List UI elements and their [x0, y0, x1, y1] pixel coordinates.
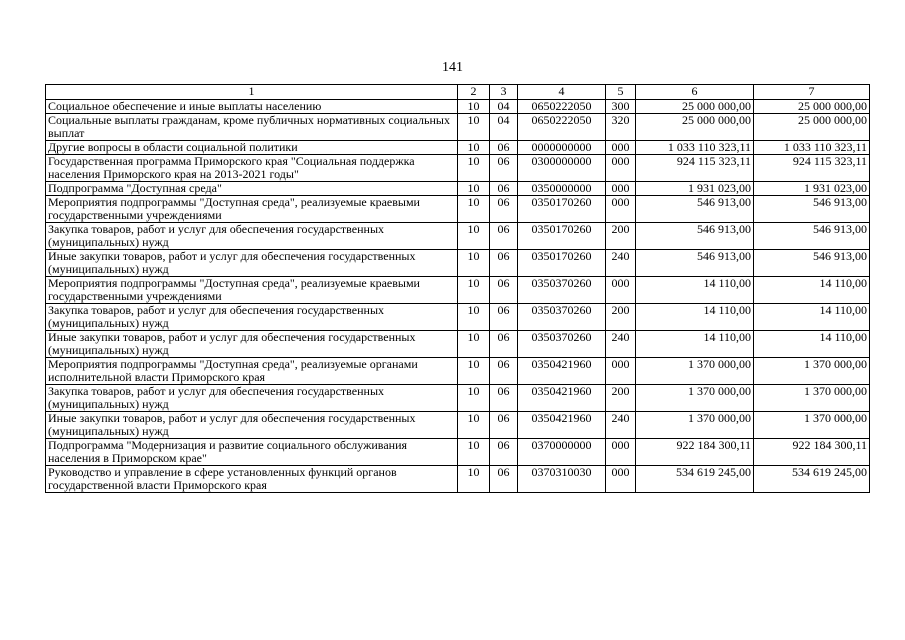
row-target-code: 0000000000: [518, 141, 606, 155]
row-name: Закупка товаров, работ и услуг для обеспечения государственных (муниципальных) нужд: [46, 223, 458, 250]
row-name: Подпрограмма "Доступная среда": [46, 182, 458, 196]
row-name: Иные закупки товаров, работ и услуг для обеспечения государственных (муниципальных) нужд: [46, 250, 458, 277]
page-number: 141: [442, 60, 463, 75]
row-amount-col7: 534 619 245,00: [754, 466, 870, 493]
row-amount-col6: 546 913,00: [636, 223, 754, 250]
row-name: Иные закупки товаров, работ и услуг для обеспечения государственных (муниципальных) нужд: [46, 331, 458, 358]
row-amount-col7: 14 110,00: [754, 304, 870, 331]
row-target-code: 0350421960: [518, 412, 606, 439]
row-expense-type-code: 000: [606, 277, 636, 304]
row-expense-type-code: 200: [606, 304, 636, 331]
table-row: [46, 331, 870, 358]
row-subsection-code: 06: [490, 304, 518, 331]
table-row: [46, 182, 870, 196]
row-amount-col6: 25 000 000,00: [636, 100, 754, 114]
row-name: Социальные выплаты гражданам, кроме публичных нормативных социальных выплат: [46, 114, 458, 141]
row-subsection-code: 06: [490, 141, 518, 155]
table-row: [46, 155, 870, 182]
row-section-code: 10: [458, 196, 490, 223]
row-amount-col6: 922 184 300,11: [636, 439, 754, 466]
table-row: [46, 196, 870, 223]
row-amount-col6: 1 370 000,00: [636, 385, 754, 412]
row-section-code: 10: [458, 250, 490, 277]
row-amount-col7: 1 370 000,00: [754, 412, 870, 439]
row-subsection-code: 06: [490, 196, 518, 223]
row-expense-type-code: 000: [606, 155, 636, 182]
row-amount-col6: 1 370 000,00: [636, 412, 754, 439]
row-expense-type-code: 320: [606, 114, 636, 141]
row-name: Мероприятия подпрограммы "Доступная среда", реализуемые органами исполнительной власти Приморского края: [46, 358, 458, 385]
row-amount-col7: 546 913,00: [754, 250, 870, 277]
row-subsection-code: 04: [490, 114, 518, 141]
row-subsection-code: 06: [490, 182, 518, 196]
column-header: 3: [490, 85, 518, 100]
table-row: [46, 223, 870, 250]
row-target-code: 0650222050: [518, 100, 606, 114]
table-row: [46, 385, 870, 412]
column-header: 1: [46, 85, 458, 100]
row-section-code: 10: [458, 412, 490, 439]
row-amount-col6: 14 110,00: [636, 304, 754, 331]
row-expense-type-code: 000: [606, 141, 636, 155]
row-expense-type-code: 240: [606, 331, 636, 358]
row-amount-col6: 1 931 023,00: [636, 182, 754, 196]
row-name: Иные закупки товаров, работ и услуг для обеспечения государственных (муниципальных) нужд: [46, 412, 458, 439]
budget-table: [45, 84, 870, 493]
row-section-code: 10: [458, 155, 490, 182]
row-target-code: 0300000000: [518, 155, 606, 182]
column-header: 7: [754, 85, 870, 100]
row-name: Государственная программа Приморского края "Социальная поддержка населения Приморского края на 2013-2021 годы": [46, 155, 458, 182]
row-subsection-code: 06: [490, 250, 518, 277]
row-amount-col7: 1 370 000,00: [754, 385, 870, 412]
row-section-code: 10: [458, 385, 490, 412]
row-target-code: 0350170260: [518, 196, 606, 223]
row-name: Социальное обеспечение и иные выплаты населению: [46, 100, 458, 114]
row-target-code: 0350000000: [518, 182, 606, 196]
row-name: Другие вопросы в области социальной политики: [46, 141, 458, 155]
row-name: Мероприятия подпрограммы "Доступная среда", реализуемые краевыми государственными учреждениями: [46, 277, 458, 304]
row-section-code: 10: [458, 304, 490, 331]
column-header: 5: [606, 85, 636, 100]
row-subsection-code: 06: [490, 223, 518, 250]
table-row: [46, 466, 870, 493]
row-amount-col7: 1 033 110 323,11: [754, 141, 870, 155]
row-amount-col7: 25 000 000,00: [754, 100, 870, 114]
row-name: Мероприятия подпрограммы "Доступная среда", реализуемые краевыми государственными учреждениями: [46, 196, 458, 223]
row-target-code: 0370000000: [518, 439, 606, 466]
row-amount-col6: 25 000 000,00: [636, 114, 754, 141]
row-name: Закупка товаров, работ и услуг для обеспечения государственных (муниципальных) нужд: [46, 304, 458, 331]
row-subsection-code: 06: [490, 439, 518, 466]
row-target-code: 0350170260: [518, 223, 606, 250]
table-row: [46, 100, 870, 114]
row-subsection-code: 04: [490, 100, 518, 114]
row-amount-col6: 1 033 110 323,11: [636, 141, 754, 155]
row-amount-col6: 546 913,00: [636, 250, 754, 277]
row-amount-col7: 25 000 000,00: [754, 114, 870, 141]
row-expense-type-code: 200: [606, 223, 636, 250]
row-section-code: 10: [458, 466, 490, 493]
row-amount-col6: 924 115 323,11: [636, 155, 754, 182]
row-amount-col6: 546 913,00: [636, 196, 754, 223]
row-section-code: 10: [458, 100, 490, 114]
row-subsection-code: 06: [490, 277, 518, 304]
row-target-code: 0370310030: [518, 466, 606, 493]
row-expense-type-code: 200: [606, 385, 636, 412]
row-amount-col7: 546 913,00: [754, 223, 870, 250]
row-amount-col7: 924 115 323,11: [754, 155, 870, 182]
table-row: [46, 304, 870, 331]
row-section-code: 10: [458, 182, 490, 196]
row-name: Закупка товаров, работ и услуг для обеспечения государственных (муниципальных) нужд: [46, 385, 458, 412]
row-amount-col7: 14 110,00: [754, 331, 870, 358]
row-section-code: 10: [458, 439, 490, 466]
row-subsection-code: 06: [490, 331, 518, 358]
row-subsection-code: 06: [490, 385, 518, 412]
row-amount-col7: 922 184 300,11: [754, 439, 870, 466]
row-target-code: 0350421960: [518, 358, 606, 385]
row-section-code: 10: [458, 358, 490, 385]
table-row: [46, 277, 870, 304]
row-expense-type-code: 240: [606, 250, 636, 277]
row-target-code: 0350370260: [518, 277, 606, 304]
column-header: 2: [458, 85, 490, 100]
row-expense-type-code: 000: [606, 439, 636, 466]
row-section-code: 10: [458, 331, 490, 358]
table-row: [46, 250, 870, 277]
row-section-code: 10: [458, 223, 490, 250]
row-amount-col6: 14 110,00: [636, 277, 754, 304]
row-name: Подпрограмма "Модернизация и развитие социального обслуживания населения в Приморском крае": [46, 439, 458, 466]
row-subsection-code: 06: [490, 358, 518, 385]
row-target-code: 0350421960: [518, 385, 606, 412]
row-expense-type-code: 240: [606, 412, 636, 439]
row-target-code: 0650222050: [518, 114, 606, 141]
row-amount-col7: 1 370 000,00: [754, 358, 870, 385]
row-section-code: 10: [458, 141, 490, 155]
row-section-code: 10: [458, 114, 490, 141]
row-expense-type-code: 000: [606, 196, 636, 223]
column-header: 6: [636, 85, 754, 100]
row-amount-col6: 534 619 245,00: [636, 466, 754, 493]
row-target-code: 0350170260: [518, 250, 606, 277]
row-amount-col7: 546 913,00: [754, 196, 870, 223]
row-subsection-code: 06: [490, 155, 518, 182]
row-expense-type-code: 000: [606, 358, 636, 385]
header-row: [46, 85, 870, 100]
row-section-code: 10: [458, 277, 490, 304]
row-amount-col6: 14 110,00: [636, 331, 754, 358]
row-expense-type-code: 300: [606, 100, 636, 114]
table-row: [46, 141, 870, 155]
row-amount-col7: 14 110,00: [754, 277, 870, 304]
column-header: 4: [518, 85, 606, 100]
table-row: [46, 358, 870, 385]
row-expense-type-code: 000: [606, 466, 636, 493]
row-expense-type-code: 000: [606, 182, 636, 196]
table-row: [46, 114, 870, 141]
table-row: [46, 412, 870, 439]
row-name: Руководство и управление в сфере установленных функций органов государственной власти Приморского края: [46, 466, 458, 493]
row-subsection-code: 06: [490, 412, 518, 439]
row-target-code: 0350370260: [518, 331, 606, 358]
row-subsection-code: 06: [490, 466, 518, 493]
row-target-code: 0350370260: [518, 304, 606, 331]
row-amount-col7: 1 931 023,00: [754, 182, 870, 196]
table-row: [46, 439, 870, 466]
row-amount-col6: 1 370 000,00: [636, 358, 754, 385]
